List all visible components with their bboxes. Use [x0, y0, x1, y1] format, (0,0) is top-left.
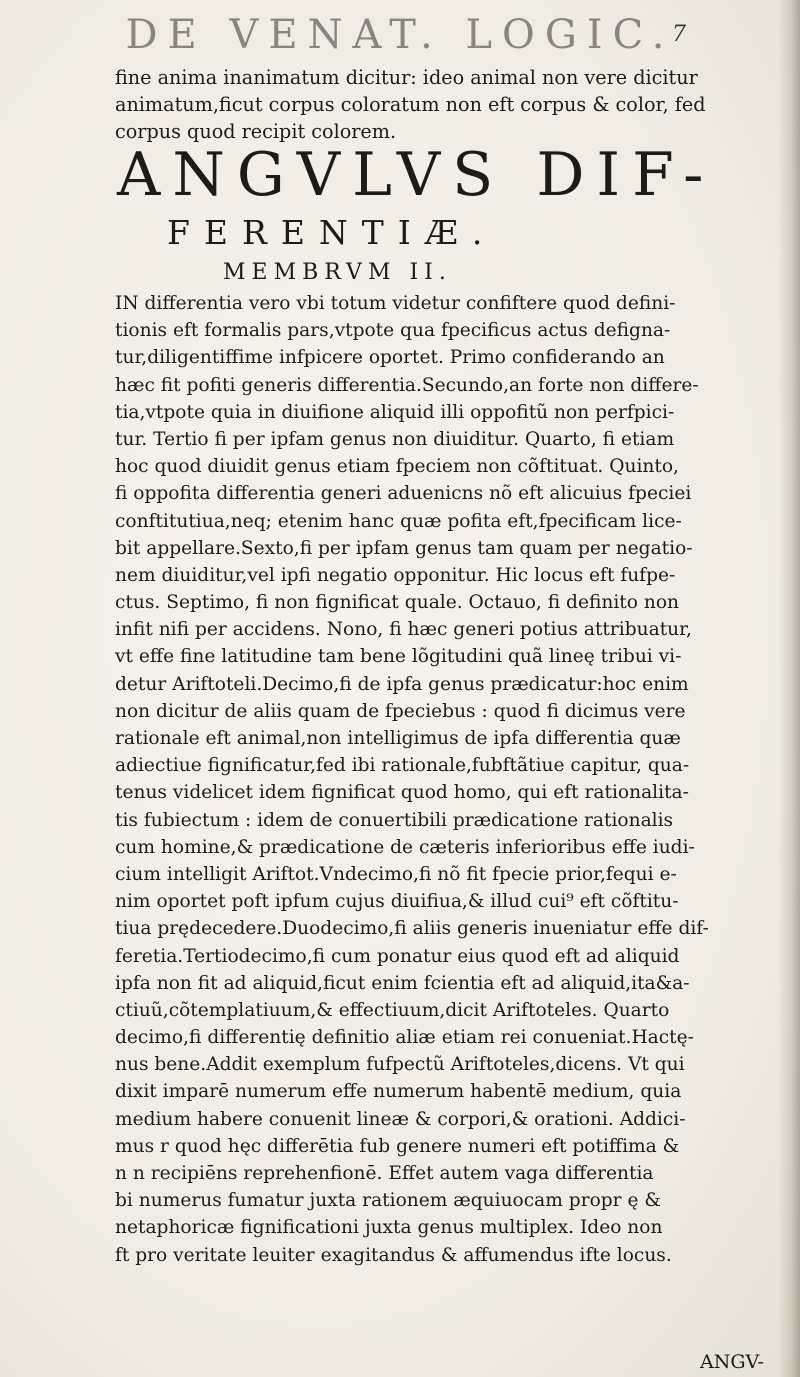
body-line: hoc quod diuidit genus etiam fpeciem non cõftituat. Quinto,	[115, 456, 679, 478]
section-title: ANGVLVS DIF-	[117, 140, 716, 210]
body-line: hæc fit pofiti generis differentia.Secundo,an forte non differe-	[115, 374, 699, 396]
body-line: conftitutiua,neq; etenim hanc quæ pofita eft,fpecificam lice-	[115, 510, 682, 532]
body-line: adiectiue fignificatur,fed ibi rationale,fubftãtiue capitur, qua-	[115, 755, 690, 777]
body-line: tur,diligentiffime infpicere oportet. Primo confiderando an	[115, 347, 665, 369]
intro-line: animatum,ficut corpus coloratum non eft corpus & color, fed	[115, 93, 706, 116]
body-line: tionis eft formalis pars,vtpote qua fpecificus actus defigna-	[115, 320, 671, 342]
catchword: ANGV-	[700, 1351, 764, 1373]
body-line: feretia.Tertiodecimo,fi cum ponatur eius quod eft ad aliquid	[115, 945, 680, 967]
body-line: tenus videlicet idem fignificat quod homo, qui eft rationalita-	[115, 782, 689, 804]
body-line: IN differentia vero vbi totum videtur confiftere quod defini-	[115, 293, 676, 314]
body-line: mus r quod hęc differētia fub genere numeri eft potiffima &	[115, 1135, 680, 1157]
section-subtitle: FERENTIÆ.	[167, 213, 497, 252]
body-line: vt effe fine latitudine tam bene lõgitudini quã lineę tribui vi-	[115, 646, 682, 668]
body-line: detur Ariftoteli.Decimo,fi de ipfa genus prædicatur:hoc enim	[115, 673, 689, 695]
body-line: dixit imparē numerum effe numerum habentē medium, quia	[115, 1081, 682, 1103]
body-line: ft pro veritate leuiter exagitandus & affumendus ifte locus.	[115, 1244, 672, 1266]
body-line: bi numerus fumatur juxta rationem æquiuocam propr ę &	[115, 1190, 661, 1212]
body-line: tis fubiectum : idem de conuertibili prædicatione rationalis	[115, 809, 674, 831]
body-line: nus bene.Addit exemplum fufpectũ Ariftoteles,dicens. Vt qui	[115, 1054, 685, 1076]
body-line: tia,vtpote quia in diuifione aliquid illi oppofitũ non perfpici-	[115, 401, 675, 423]
body-line: infit nifi per accidens. Nono, fi hæc generi potius attribuatur,	[115, 619, 692, 641]
body-line: rationale eft animal,non intelligimus de ipfa differentia quæ	[115, 728, 681, 749]
intro-line: fine anima inanimatum dicitur: ideo animal non vere dicitur	[115, 66, 698, 89]
body-line: tur. Tertio fi per ipfam genus non diuiditur. Quarto, fi etiam	[115, 428, 675, 450]
body-line: fi oppofita differentia generi aduenicns nõ eft alicuius fpeciei	[115, 483, 692, 505]
body-paragraph	[115, 290, 787, 1269]
body-line: ctus. Septimo, fi non fignificat quale. Octauo, fi definito non	[115, 592, 680, 614]
body-line: decimo,fi differentię definitio aliæ etiam rei conueniat.Hactę-	[115, 1027, 694, 1049]
body-line: non dicitur de aliis quam de fpeciebus : quod fi dicimus vere	[115, 700, 686, 722]
body-line: nem diuiditur,vel ipfi negatio opponitur. Hic locus eft fufpe-	[115, 564, 676, 586]
body-line: n n recipiēns reprehenfionē. Effet autem vaga differentia	[115, 1163, 654, 1184]
body-line: bit appellare.Sexto,fi per ipfam genus tam quam per negatio-	[115, 537, 693, 559]
body-line: nim oportet poft ipfum cujus diuifiua,& illud cui⁹ eft cõftitu-	[115, 891, 679, 913]
intro-line: corpus quod recipit colorem.	[115, 120, 397, 143]
body-line: netaphoricæ fignificationi juxta genus multiplex. Ideo non	[115, 1217, 663, 1239]
body-line: ctiuũ,cõtemplatiuum,& effectiuum,dicit Ariftoteles. Quarto	[115, 999, 670, 1021]
body-line: cum homine,& prædicatione de cæteris inferioribus effe iudi-	[115, 836, 695, 858]
page-gutter-shadow	[778, 0, 800, 1377]
body-line: tiua prędecedere.Duodecimo,fi aliis generis inueniatur effe dif-	[115, 918, 709, 940]
body-line: cium intelligit Ariftot.Vndecimo,fi nõ fit fpecie prior,fequi e-	[115, 863, 677, 885]
page-folio: 7	[672, 22, 686, 47]
body-line: medium habere conuenit lineæ & corpori,& orationi. Addici-	[115, 1108, 686, 1130]
body-line: ipfa non fit ad aliquid,ficut enim fcientia eft ad aliquid,ita&a-	[115, 972, 690, 994]
intro-paragraph	[115, 64, 787, 145]
member-heading: MEMBRVM II.	[223, 260, 452, 285]
running-head: DE VENAT. LOGIC.	[125, 12, 675, 58]
